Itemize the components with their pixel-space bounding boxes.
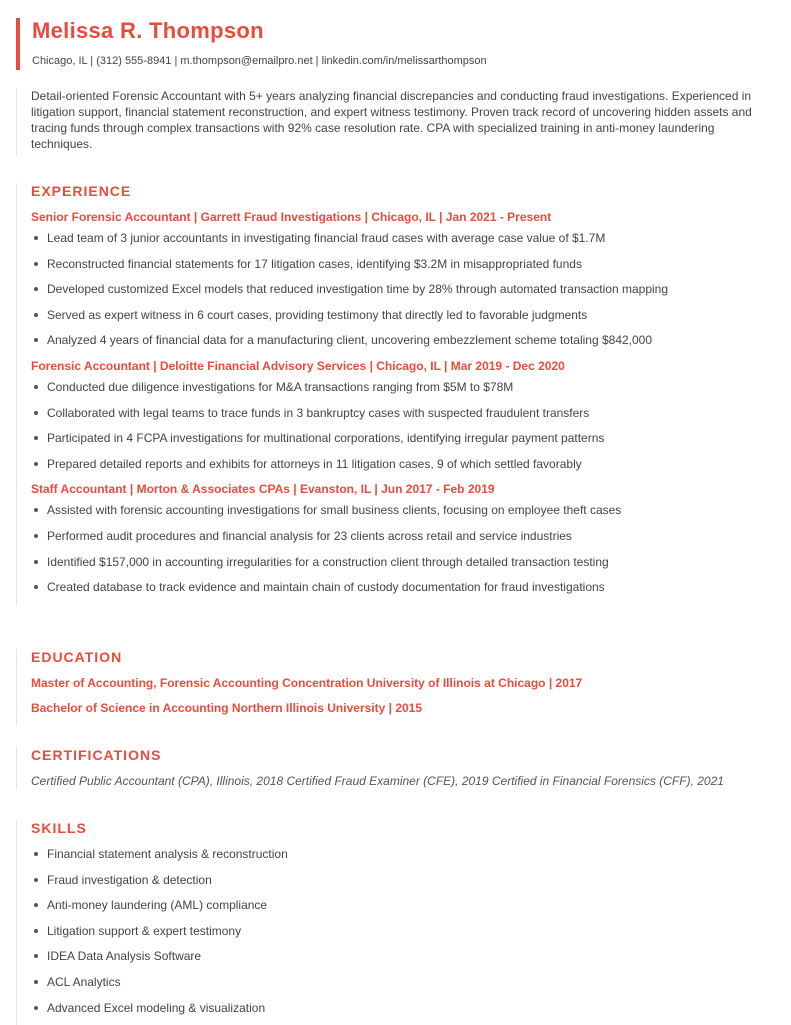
job-entry	[31, 358, 756, 472]
professional-summary: Detail-oriented Forensic Accountant with 5+ years analyzing financial discrepancies and conducting fraud investigations. Experienced in litigation support, financial statement reconstruction, and expert witness testimony. Proven track record of uncovering hidden assets and tracing funds through complex transactions with 92% case resolution rate. CPA with specialized training in anti-money laundering techniques.	[16, 88, 756, 156]
job-title: Staff Accountant | Morton & Associates CPAs | Evanston, IL | Jun 2017 - Feb 2019	[31, 482, 495, 497]
list-item: Advanced Excel modeling & visualization	[31, 1000, 756, 1016]
job-title: Forensic Accountant | Deloitte Financial Advisory Services | Chicago, IL | Mar 2019 - Dec 2020	[31, 358, 565, 373]
list-item: Created database to track evidence and maintain chain of custody documentation for fraud investigations	[31, 579, 756, 595]
certifications-text: Certified Public Accountant (CPA), Illinois, 2018 Certified Fraud Examiner (CFE), 2019 Certified in Financial Forensics (CFF), 2021	[31, 774, 724, 788]
list-item: Performed audit procedures and financial analysis for 23 clients across retail and service industries	[31, 528, 756, 544]
job-bullets	[31, 379, 756, 472]
education-entry: Bachelor of Science in Accounting Northern Illinois University | 2015	[31, 701, 423, 715]
job-entry	[31, 481, 756, 595]
resume-header	[16, 18, 516, 70]
list-item: Identified $157,000 in accounting irregularities for a construction client through detailed transaction testing	[31, 554, 756, 570]
list-item: Analyzed 4 years of financial data for a manufacturing client, uncovering embezzlement scheme totaling $842,000	[31, 332, 756, 348]
experience-heading: EXPERIENCE	[31, 183, 132, 199]
job-title: Senior Forensic Accountant | Garrett Fraud Investigations | Chicago, IL | Jan 2021 - Present	[31, 210, 552, 224]
list-item: Conducted due diligence investigations for M&A transactions ranging from $5M to $78M	[31, 379, 756, 395]
contact-line: Chicago, IL | (312) 555-8941 | m.thompson@emailpro.net | linkedin.com/in/melissarthompson	[32, 55, 487, 67]
candidate-name: Melissa R. Thompson	[32, 18, 264, 43]
list-item: ACL Analytics	[31, 974, 756, 990]
list-item: Developed customized Excel models that reduced investigation time by 28% through automated transaction mapping	[31, 281, 756, 297]
job-bullets	[31, 502, 756, 595]
skills-heading: SKILLS	[31, 820, 87, 836]
job-bullets	[31, 230, 756, 348]
list-item: Collaborated with legal teams to trace funds in 3 bankruptcy cases with suspected fraudulent transfers	[31, 405, 756, 421]
list-item: Litigation support & expert testimony	[31, 923, 756, 939]
list-item: Anti-money laundering (AML) compliance	[31, 897, 756, 913]
education-entry: Master of Accounting, Forensic Accounting Concentration University of Illinois at Chicago | 2017	[31, 676, 583, 690]
job-entry	[31, 209, 756, 348]
education-heading: EDUCATION	[31, 649, 123, 665]
certifications-section	[16, 747, 776, 789]
list-item: Reconstructed financial statements for 17 litigation cases, identifying $3.2M in misappropriated funds	[31, 256, 756, 272]
certifications-heading: CERTIFICATIONS	[31, 747, 162, 763]
skills-section	[16, 820, 756, 1025]
list-item: Financial statement analysis & reconstruction	[31, 846, 756, 862]
list-item: Assisted with forensic accounting investigations for small business clients, focusing on employee theft cases	[31, 502, 756, 518]
list-item: Fraud investigation & detection	[31, 872, 756, 888]
education-section	[16, 649, 756, 725]
skills-list	[31, 846, 756, 1016]
list-item: Served as expert witness in 6 court cases, providing testimony that directly led to favorable judgments	[31, 307, 756, 323]
list-item: Participated in 4 FCPA investigations for multinational corporations, identifying irregular payment patterns	[31, 430, 756, 446]
list-item: Prepared detailed reports and exhibits for attorneys in 11 litigation cases, 9 of which settled favorably	[31, 456, 756, 472]
experience-section	[16, 183, 756, 605]
list-item: Lead team of 3 junior accountants in investigating financial fraud cases with average case value of $1.7M	[31, 230, 756, 246]
list-item: IDEA Data Analysis Software	[31, 948, 756, 964]
